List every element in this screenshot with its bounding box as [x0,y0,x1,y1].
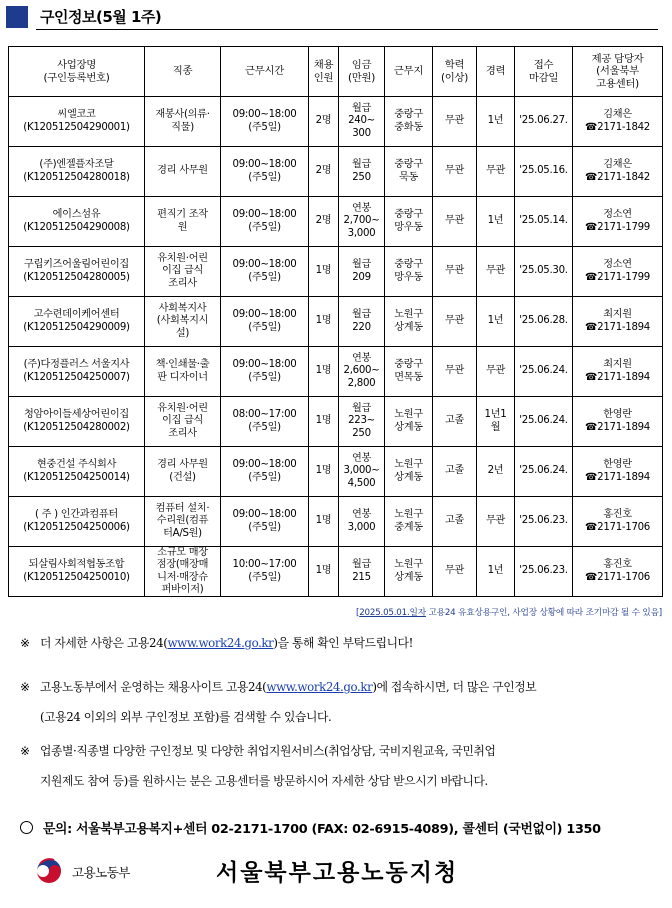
title-bar [6,4,658,30]
table-row [9,147,663,197]
cell-experience: 1년 [477,197,515,247]
phone-line [585,172,650,183]
cell-experience: 1년1 월 [477,397,515,447]
job-listing-table-container [8,46,662,597]
company-name: 현중건설 주식회사 [36,459,117,471]
cell-job: 책·인쇄물·출 판 디자이너 [145,347,221,397]
notice-item-2 [20,678,536,695]
cell-hires: 1명 [309,397,339,447]
manager-name: 홍진호 [603,559,632,571]
table-row [9,97,663,147]
phone-icon: ☎ [585,171,598,183]
cell-deadline: '25.05.16. [515,147,573,197]
cell-hours: 09:00~18:00 (주5일) [221,447,309,497]
cell-hires: 2명 [309,147,339,197]
cell-hires: 1명 [309,547,339,597]
phone-line [585,422,650,433]
cell-job: 경리 사무원 [145,147,221,197]
cell-hires: 1명 [309,447,339,497]
cell-education: 무관 [433,97,477,147]
registration-number: (K120512504250014) [23,471,130,483]
phone-icon: ☎ [585,521,598,533]
cell-education: 무관 [433,547,477,597]
phone-number: 2171-1894 [597,371,650,383]
cell-contact [573,147,663,197]
cell-wage: 연봉 2,700~ 3,000 [339,197,385,247]
title-underline [36,29,658,30]
company-name: 에이스섬유 [52,209,101,221]
page-title: 구인정보(5월 1주) [40,8,162,26]
header-company-label: 사업장명 [57,59,96,72]
manager-name: 한영란 [603,459,632,471]
cell-deadline: '25.06.23. [515,497,573,547]
header-contact: 제공 담당자 (서울북부 고용센터) [573,47,663,97]
cell-location: 중랑구 망우동 [385,197,433,247]
phone-number: 2171-1799 [597,271,650,283]
cell-experience: 무관 [477,497,515,547]
header-location: 근무지 [385,47,433,97]
header-job: 직종 [145,47,221,97]
footnote-text: 고용24 유효상용구인, 사업장 상황에 따라 조기마감 될 수 있음 [425,608,659,618]
phone-line [585,372,650,383]
cell-contact [573,247,663,297]
table-row [9,397,663,447]
cell-education: 무관 [433,197,477,247]
phone-line [585,572,650,583]
cell-company [9,497,145,547]
note-mark: ※ [20,636,30,650]
phone-number: 2171-1706 [597,571,650,583]
cell-contact [573,447,663,497]
cell-education: 고졸 [433,447,477,497]
notice-item-1 [20,634,413,651]
phone-icon: ☎ [585,471,598,483]
cell-education: 무관 [433,147,477,197]
cell-experience: 2년 [477,447,515,497]
cell-education: 무관 [433,297,477,347]
notice-item-3-cont: 지원제도 참여 등)를 원하시는 분은 고용센터를 방문하시어 자세한 상담 받으시기 바랍니다. [40,774,488,788]
cell-company [9,147,145,197]
cell-hours: 08:00~17:00 (주5일) [221,397,309,447]
registration-number: (K120512504250007) [23,371,130,383]
cell-company [9,447,145,497]
phone-number: 2171-1799 [597,221,650,233]
cell-experience: 무관 [477,147,515,197]
company-name: 되살림사회적협동조합 [28,559,125,571]
cell-company [9,197,145,247]
cell-deadline: '25.06.23. [515,547,573,597]
cell-contact [573,397,663,447]
header-hours: 근무시간 [221,47,309,97]
header-hires: 채용 인원 [309,47,339,97]
cell-location: 중랑구 묵동 [385,147,433,197]
registration-number: (K120512504290009) [23,321,130,333]
table-row [9,297,663,347]
cell-deadline: '25.06.28. [515,297,573,347]
table-row [9,447,663,497]
table-row [9,347,663,397]
company-name: (주)엔젤플자조달 [39,159,114,171]
cell-contact [573,347,663,397]
registration-number: (K120512504250006) [23,521,130,533]
cell-location: 노원구 상계동 [385,297,433,347]
cell-hours: 09:00~18:00 (주5일) [221,97,309,147]
table-footnote: [2025.05.01.일자 고용24 유효상용구인, 사업장 상황에 따라 조기마감 될 수 있음] [356,608,662,618]
cell-location: 중랑구 망우동 [385,247,433,297]
ministry-logo [34,852,164,892]
cell-location: 노원구 상계동 [385,447,433,497]
registration-number: (K120512504250010) [23,571,130,583]
cell-wage: 월급 240~ 300 [339,97,385,147]
manager-name: 최지원 [603,309,632,321]
cell-hours: 09:00~18:00 (주5일) [221,247,309,297]
cell-job: 컴퓨터 설치· 수리원(컴퓨 터A/S원) [145,497,221,547]
table-row [9,547,663,597]
cell-hours: 10:00~17:00 (주5일) [221,547,309,597]
phone-number: 2171-1894 [597,321,650,333]
phone-line [585,322,650,333]
cell-job: 사회복지사 (사회복지시 설) [145,297,221,347]
cell-hires: 1명 [309,247,339,297]
phone-icon: ☎ [585,371,598,383]
cell-wage: 연봉 2,600~ 2,800 [339,347,385,397]
cell-company [9,247,145,297]
phone-number: 2171-1842 [597,121,650,133]
cell-experience: 무관 [477,347,515,397]
manager-name: 김채은 [603,109,632,121]
phone-number: 2171-1842 [597,171,650,183]
cell-experience: 1년 [477,297,515,347]
cell-hires: 1명 [309,347,339,397]
cell-wage: 연봉 3,000~ 4,500 [339,447,385,497]
company-name: 씨엘코코 [57,109,96,121]
cell-location: 중랑구 면목동 [385,347,433,397]
cell-job: 재봉사(의류· 직물) [145,97,221,147]
header-company-sub: (구인등록번호) [43,71,110,84]
cell-hours: 09:00~18:00 (주5일) [221,197,309,247]
cell-education: 고졸 [433,497,477,547]
header-education: 학력 (이상) [433,47,477,97]
cell-company [9,297,145,347]
cell-deadline: '25.06.24. [515,347,573,397]
company-name: 고수련데이케어센터 [33,309,120,321]
cell-experience: 1년 [477,97,515,147]
header-wage: 임금 (만원) [339,47,385,97]
cell-contact [573,297,663,347]
ministry-name: 고용노동부 [72,865,130,880]
cell-hours: 09:00~18:00 (주5일) [221,297,309,347]
cell-wage: 연봉 3,000 [339,497,385,547]
phone-line [585,122,650,133]
manager-name: 최지원 [603,359,632,371]
table-row [9,197,663,247]
title-marker [6,6,28,28]
manager-name: 정소연 [603,209,632,221]
cell-experience: 무관 [477,247,515,297]
table-header-row [9,47,663,97]
cell-experience: 1년 [477,547,515,597]
phone-number: 2171-1894 [597,471,650,483]
table-body [9,97,663,597]
phone-line [585,472,650,483]
notice-3-text-a: 업종별·직종별 다양한 구인정보 및 다양한 취업지원서비스(취업상담, 국비지원교육, 국민취업 [40,744,496,758]
cell-contact [573,497,663,547]
company-name: 청암아이들세상어린이집 [24,409,129,421]
cell-hires: 1명 [309,497,339,547]
cell-hires: 2명 [309,197,339,247]
phone-line [585,222,650,233]
bullet-circle [20,821,33,834]
cell-wage: 월급 209 [339,247,385,297]
phone-icon: ☎ [585,571,598,583]
header-company [9,47,145,97]
cell-job: 유치원·어린 이집 급식 조리사 [145,397,221,447]
cell-job: 경리 사무원 (건설) [145,447,221,497]
phone-icon: ☎ [585,421,598,433]
phone-line [585,272,650,283]
cell-deadline: '25.05.14. [515,197,573,247]
footnote-date: 2025.05.01.일자 [359,608,426,618]
office-name: 서울북부고용노동지청 [216,860,459,886]
cell-hours: 09:00~18:00 (주5일) [221,147,309,197]
contact-line [20,818,601,837]
cell-wage: 월급 250 [339,147,385,197]
notice-2-text-a: 고용노동부에서 운영하는 채용사이트 고용24( [40,680,267,694]
cell-deadline: '25.05.30. [515,247,573,297]
cell-contact [573,547,663,597]
manager-name: 김채은 [603,159,632,171]
registration-number: (K120512504290008) [23,221,130,233]
cell-wage: 월급 220 [339,297,385,347]
table-row [9,497,663,547]
cell-job: 유치원·어린 이집 급식 조리사 [145,247,221,297]
cell-deadline: '25.06.27. [515,97,573,147]
registration-number: (K120512504280002) [23,421,130,433]
registration-number: (K120512504280005) [23,271,130,283]
cell-company [9,397,145,447]
cell-location: 노원구 중계동 [385,497,433,547]
note-mark: ※ [20,680,30,694]
notice-item-3 [20,742,496,759]
phone-number: 2171-1894 [597,421,650,433]
header-experience: 경력 [477,47,515,97]
contact-text: 문의: 서울북부고용복지+센터 02-2171-1700 (FAX: 02-6915-4089), 콜센터 (국번없이) 1350 [43,822,601,837]
cell-job: 소규모 매장 점장(매장매 니저·매장슈 퍼바이저) [145,547,221,597]
notice-1-text-b: )을 통해 확인 부탁드립니다! [273,636,413,650]
phone-line [585,522,650,533]
korea-emblem-icon [34,856,64,886]
manager-name: 한영란 [603,409,632,421]
cell-location: 노원구 상계동 [385,397,433,447]
manager-name: 정소연 [603,259,632,271]
phone-icon: ☎ [585,321,598,333]
notice-1-text-a: 더 자세한 사항은 고용24( [40,636,168,650]
notice-item-2-cont: (고용24 이외의 외부 구인정보 포함)를 검색할 수 있습니다. [40,710,332,724]
phone-icon: ☎ [585,221,598,233]
cell-location: 중랑구 중화동 [385,97,433,147]
company-name: 구립키즈어울림어린이집 [24,259,129,271]
table-row [9,247,663,297]
cell-hires: 1명 [309,297,339,347]
header-deadline: 접수 마감일 [515,47,573,97]
cell-contact [573,97,663,147]
cell-education: 무관 [433,247,477,297]
cell-deadline: '25.06.24. [515,447,573,497]
cell-hours: 09:00~18:00 (주5일) [221,497,309,547]
cell-location: 노원구 상계동 [385,547,433,597]
cell-company [9,547,145,597]
job-listing-table [8,46,663,597]
cell-education: 고졸 [433,397,477,447]
manager-name: 홍진호 [603,509,632,521]
cell-wage: 월급 223~ 250 [339,397,385,447]
registration-number: (K120512504290001) [23,121,130,133]
cell-deadline: '25.06.24. [515,397,573,447]
company-name: (주)다정플러스 서울지사 [23,359,130,371]
cell-education: 무관 [433,347,477,397]
registration-number: (K120512504280018) [23,171,130,183]
cell-company [9,97,145,147]
note-mark: ※ [20,744,30,758]
cell-hires: 2명 [309,97,339,147]
phone-number: 2171-1706 [597,521,650,533]
phone-icon: ☎ [585,121,598,133]
work24-link[interactable]: www.work24.go.kr [167,636,274,650]
cell-wage: 월급 215 [339,547,385,597]
cell-job: 편직기 조작 원 [145,197,221,247]
cell-contact [573,197,663,247]
notice-2-text-b: )에 접속하시면, 더 많은 구인정보 [372,680,537,694]
company-name: ( 주 ) 인간과컴퓨터 [35,509,118,521]
cell-hours: 09:00~18:00 (주5일) [221,347,309,397]
work24-link[interactable]: www.work24.go.kr [266,680,373,694]
cell-company [9,347,145,397]
phone-icon: ☎ [585,271,598,283]
